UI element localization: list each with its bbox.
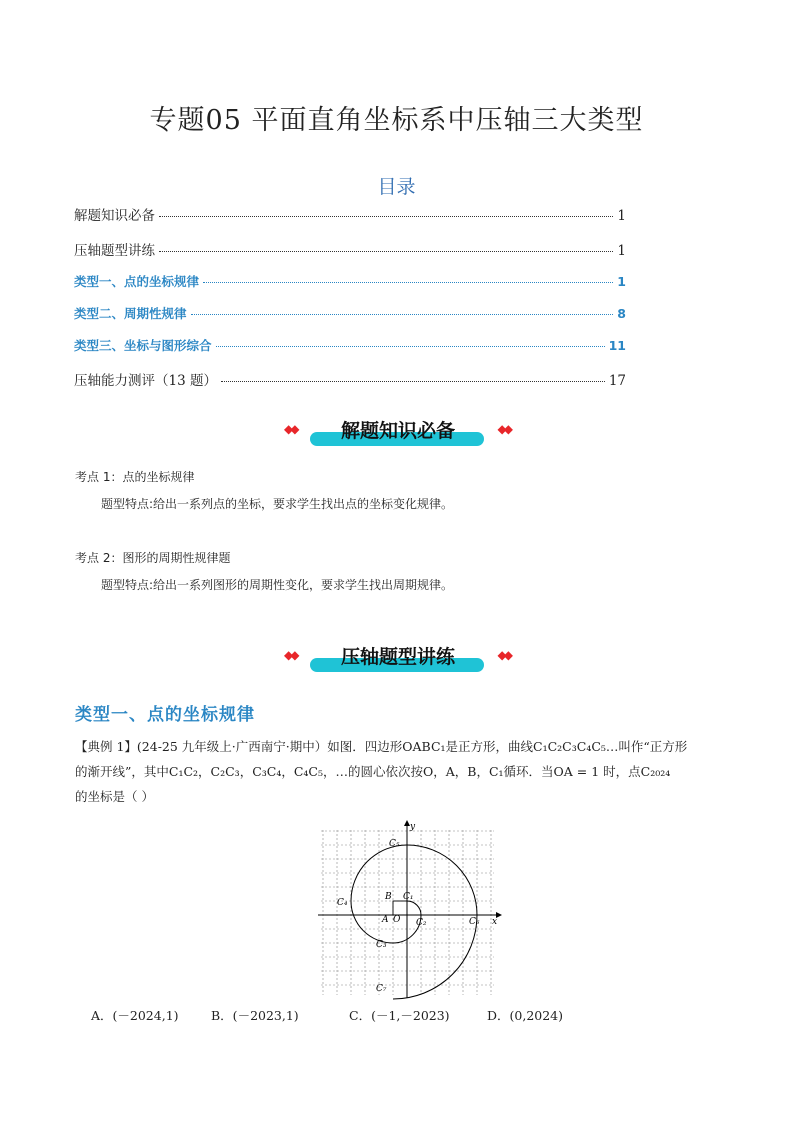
toc-entry-label: 解题知识必备 (74, 208, 155, 224)
banner-title: 解题知识必备 (340, 420, 455, 442)
toc-entry-page: 1 (617, 243, 626, 259)
knowledge-point-title: 考点 1：点的坐标规律 (75, 470, 195, 484)
figure-label: C₇ (376, 984, 387, 994)
example-line: 的坐标是（ ） (75, 789, 154, 804)
answer-option-a[interactable]: A．(－2024,1) (91, 1008, 179, 1023)
toc-entry-page: 1 (617, 208, 626, 224)
toc-entry[interactable] (74, 239, 626, 259)
toc-leader (203, 282, 613, 283)
toc-leader (191, 314, 614, 315)
toc-entry-page: 11 (608, 338, 626, 353)
figure-label: x (492, 917, 498, 927)
toc-entry-page: 17 (608, 373, 626, 389)
figure-label: y (410, 822, 416, 832)
answer-option-c[interactable]: C．(－1,－2023) (349, 1008, 450, 1023)
knowledge-point-desc: 题型特点:给出一系列点的坐标，要求学生找出点的坐标变化规律。 (101, 497, 454, 511)
toc-entry[interactable] (74, 272, 626, 290)
figure-label: C₅ (389, 839, 400, 849)
answer-option-b[interactable]: B．(－2023,1) (211, 1008, 299, 1023)
knowledge-point-title: 考点 2：图形的周期性规律题 (75, 551, 231, 565)
figure-label: C₁ (403, 892, 414, 902)
figure-label: B (385, 892, 392, 902)
example-line: 的渐开线”，其中C₁C₂，C₂C₃，C₃C₄，C₄C₅，…的圆心依次按O，A，B，C₁循环．当OA = 1 时，点C₂₀₂₄ (75, 764, 671, 779)
toc-entry-label: 压轴题型讲练 (74, 243, 155, 259)
toc-entry-page: 8 (617, 306, 626, 321)
answer-option-d[interactable]: D．(0,2024) (487, 1008, 564, 1023)
diamond-icon: ◆◆ (497, 422, 510, 436)
section-banner (280, 414, 516, 450)
example-text (75, 734, 725, 809)
diamond-icon: ◆◆ (284, 422, 297, 436)
toc-heading: 目录 (377, 176, 416, 198)
toc-leader (159, 251, 613, 252)
square-OABC1 (393, 901, 407, 915)
toc-entry-label: 压轴能力测评（13 题） (74, 373, 217, 389)
figure-label: C₄ (337, 898, 348, 908)
involute-figure (316, 820, 502, 1000)
toc-entry[interactable] (74, 304, 626, 322)
figure-label: C₂ (416, 918, 427, 928)
figure-label: O (393, 915, 401, 925)
toc-entry-label: 类型二、周期性规律 (74, 306, 187, 321)
toc-entry-page: 1 (617, 274, 626, 289)
involute-curve (351, 845, 477, 999)
toc-entry[interactable] (74, 336, 626, 354)
section-heading: 类型一、点的坐标规律 (75, 705, 255, 725)
toc-entry-label: 类型三、坐标与图形综合 (74, 338, 212, 353)
figure-label: A (382, 915, 389, 925)
section-banner (280, 640, 516, 676)
toc-entry-label: 类型一、点的坐标规律 (74, 274, 200, 289)
toc-leader (221, 381, 605, 382)
page-title: 专题05 平面直角坐标系中压轴三大类型 (149, 105, 644, 136)
figure-label: C₆ (469, 917, 480, 927)
example-line: 【典例 1】(24-25 九年级上·广西南宁·期中）如图．四边形OABC₁是正方形，曲线C₁C₂C₃C₄C₅…叫作“正方形 (75, 739, 688, 754)
figure-label: C₃ (376, 940, 387, 950)
diamond-icon: ◆◆ (284, 648, 297, 662)
toc-leader (159, 216, 613, 217)
knowledge-point-desc: 题型特点:给出一系列图形的周期性变化，要求学生找出周期规律。 (101, 578, 454, 592)
diamond-icon: ◆◆ (497, 648, 510, 662)
toc-leader (216, 346, 605, 347)
toc-entry[interactable] (74, 369, 626, 389)
banner-title: 压轴题型讲练 (340, 646, 455, 668)
toc-entry[interactable] (74, 204, 626, 224)
